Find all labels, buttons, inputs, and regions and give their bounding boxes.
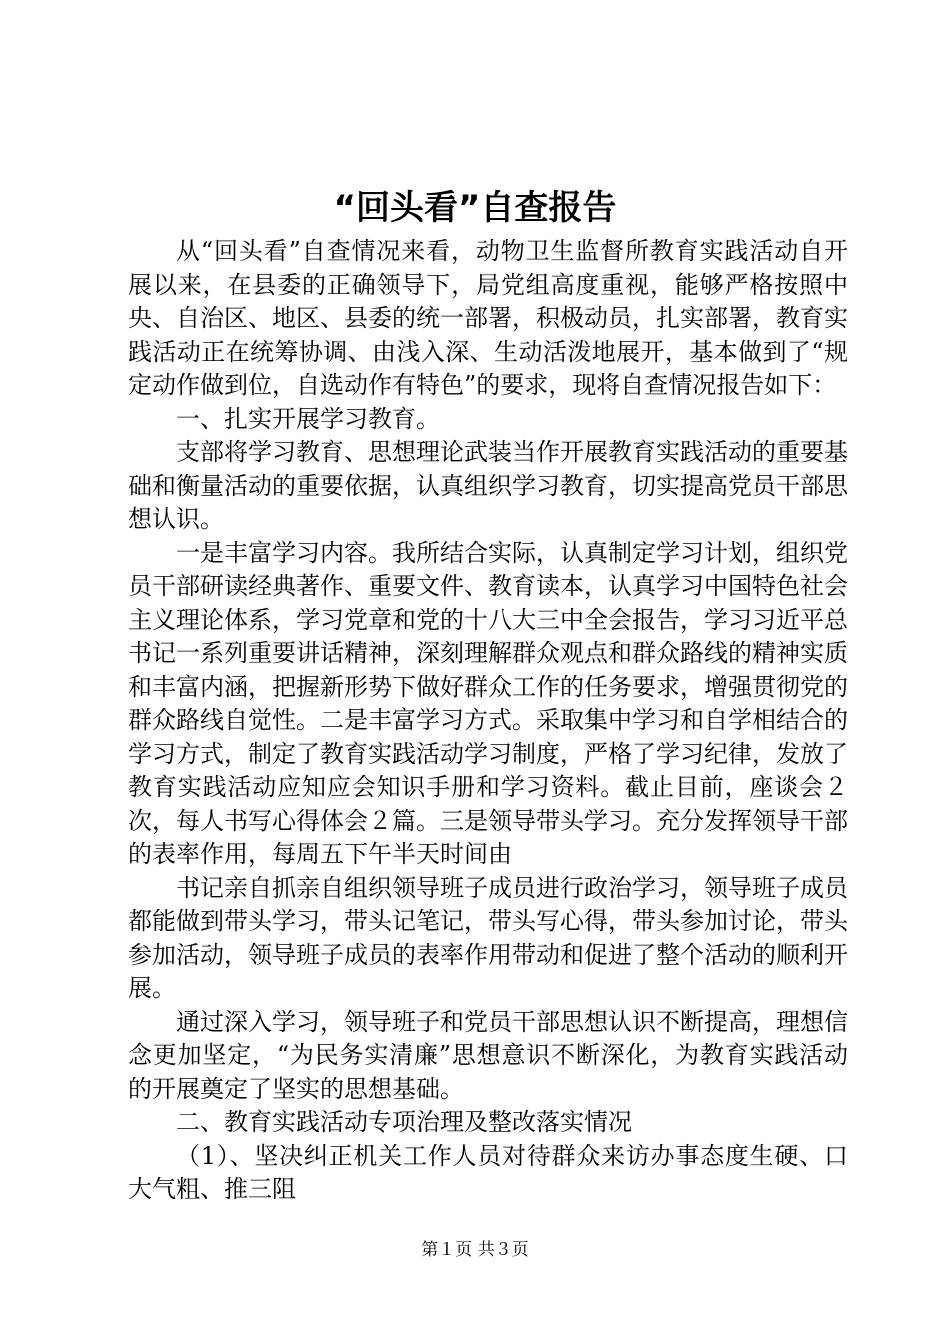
- paragraph-study-result: 通过深入学习，领导班子和党员干部思想认识不断提高，理想信念更加坚定，“为民务实清廉”思想意识不断深化，为教育实践活动的开展奠定了坚实的思想基础。: [128, 1007, 848, 1103]
- paragraph-leader-example: 书记亲自抓亲自组织领导班子成员进行政治学习，领导班子成员都能做到带头学习，带头记笔记，带头写心得，带头参加讨论，带头参加活动，领导班子成员的表率作用带动和促进了整个活动的顺利开展。: [128, 873, 848, 1002]
- document-body: [128, 235, 848, 1207]
- paragraph-item-1: （1）、坚决纠正机关工作人员对待群众来访办事态度生硬、口大气粗、推三阻: [128, 1141, 848, 1203]
- document-title: “回头看”自查报告: [333, 188, 617, 228]
- paragraph-intro: 从“回头看”自查情况来看，动物卫生监督所教育实践活动自开展以来，在县委的正确领导下，局党组高度重视，能够严格按照中央、自治区、地区、县委的统一部署，积极动员，扎实部署，教育实践活动正在统筹协调、由浅入深、生动活泼地展开，基本做到了“规定动作做到位，自选动作有特色”的要求，现将自查情况报告如下：: [128, 237, 848, 399]
- paragraph-study-content: 一是丰富学习内容。我所结合实际，认真制定学习计划，组织党员干部研读经典著作、重要文件、教育读本，认真学习中国特色社会主义理论体系，学习党章和党的十八大三中全会报告，学习习近平总书记一系列重要讲话精神，深刻理解群众观点和群众路线的精神实质和丰富内涵，把握新形势下做好群众工作的任务要求，增强贯彻党的群众路线自觉性。二是丰富学习方式。采取集中学习和自学相结合的学习方式，制定了教育实践活动学习制度，严格了学习纪律，发放了教育实践活动应知应会知识手册和学习资料。截止目前，座谈会２次，每人书写心得体会２篇。三是领导带头学习。充分发挥领导干部的表率作用，每周五下午半天时间由: [128, 538, 848, 868]
- paragraph-study-basis: 支部将学习教育、思想理论武装当作开展教育实践活动的重要基础和衡量活动的重要依据，认真组织学习教育，切实提高党员干部思想认识。: [128, 438, 848, 533]
- section-heading-1: 一、扎实开展学习教育。: [176, 404, 440, 433]
- section-heading-2: 二、教育实践活动专项治理及整改落实情况: [176, 1108, 632, 1136]
- page-footer: 第１页 共３页: [421, 1240, 529, 1260]
